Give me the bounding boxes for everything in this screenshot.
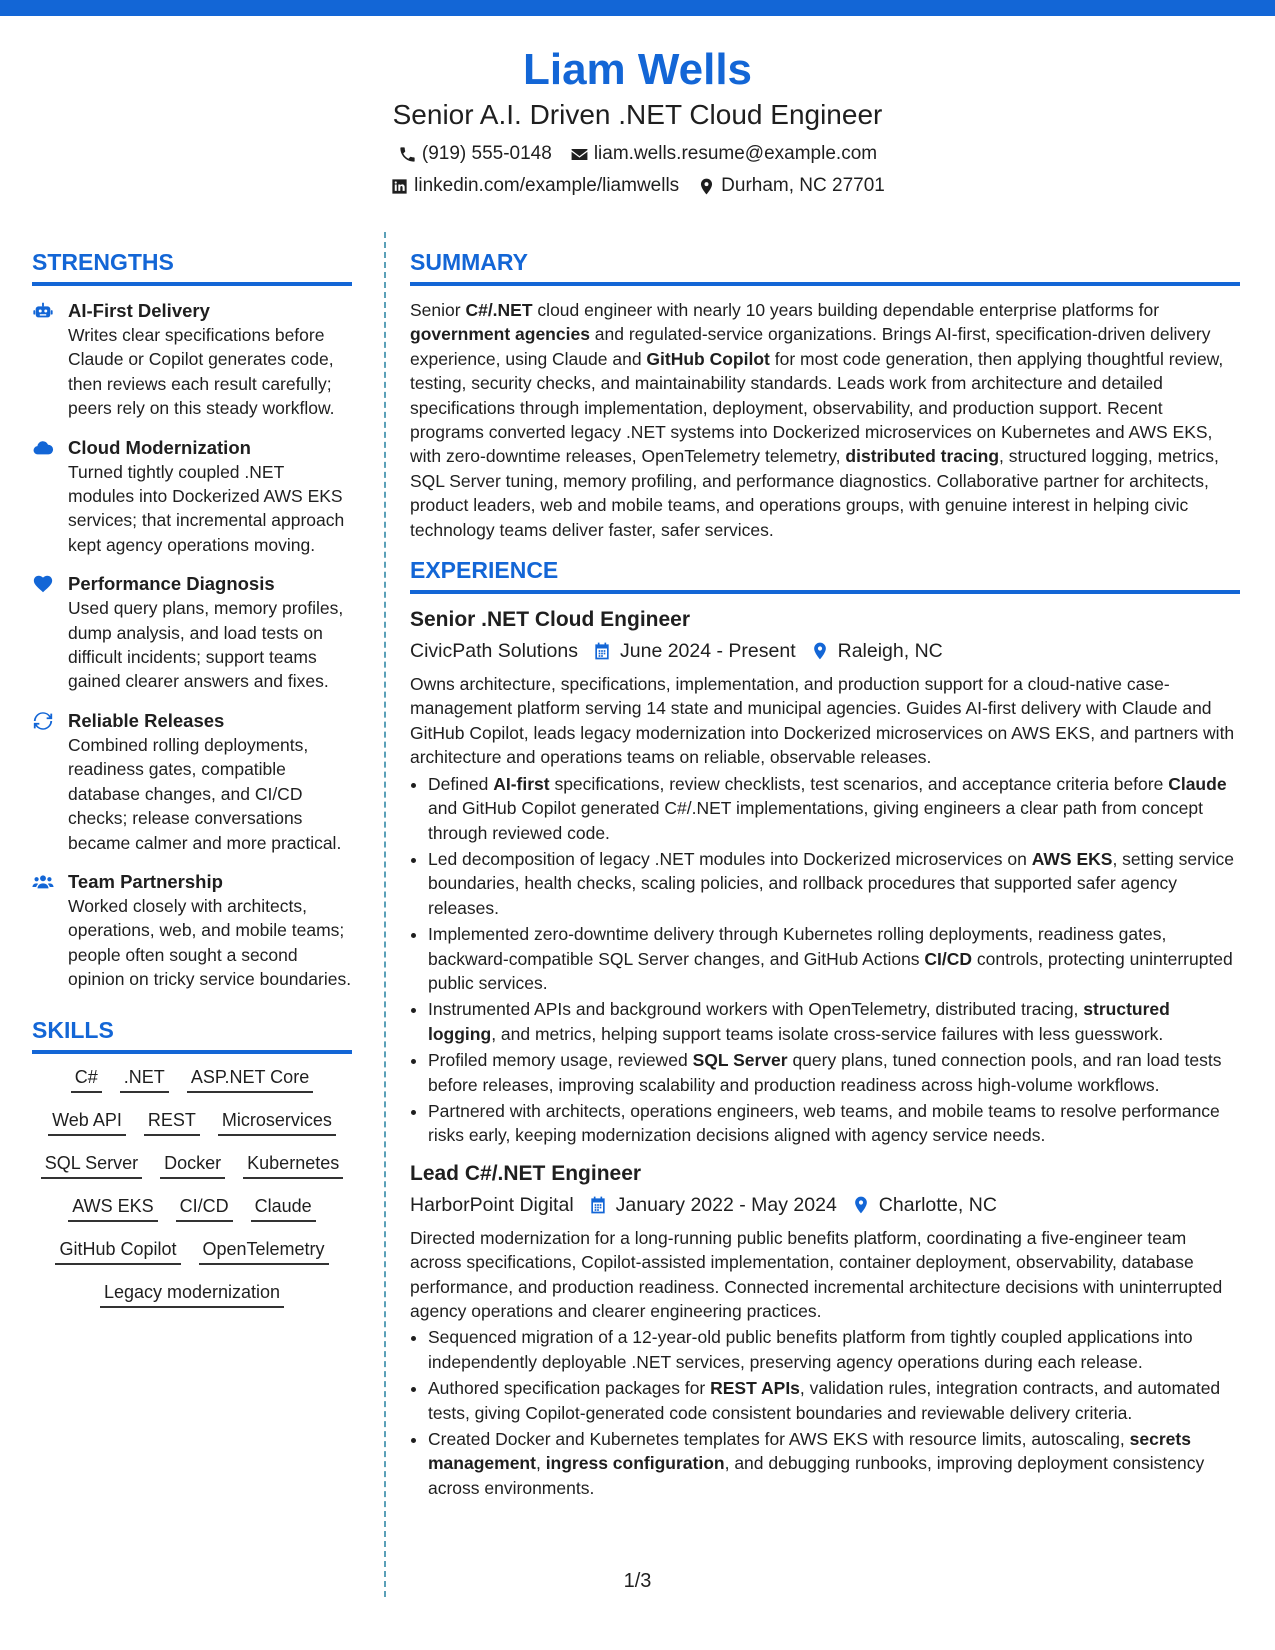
skill-tag: REST [144, 1109, 200, 1136]
email-text[interactable]: liam.wells.resume@example.com [593, 143, 878, 164]
job-bullet [428, 1048, 1240, 1097]
skill-tag: GitHub Copilot [55, 1238, 180, 1265]
strength-title: Team Partnership [68, 870, 223, 892]
experience-heading: EXPERIENCE [410, 556, 1240, 594]
strength-body [68, 869, 352, 992]
skills-heading: SKILLS [32, 1016, 352, 1054]
job-meta [410, 1192, 1240, 1218]
skill-tag: CI/CD [176, 1195, 233, 1222]
text-segment: , structured logging, metrics, SQL Server tuning, memory profiling, and performance diagnostics. Collaborative partner for architects, product leaders, web and mobile teams, and operations groups, with genuine interest in helping civic technology teams deliver faster, safer services. [410, 446, 1219, 540]
linkedin-item[interactable] [390, 174, 679, 198]
left-column [32, 248, 352, 1308]
sync-icon [32, 708, 56, 855]
bold-text: Claude [1168, 773, 1227, 794]
job-description: Directed modernization for a long-running public benefits platform, coordinating a five-engineer team across specifications, Copilot-assisted implementation, container deployment, observability, database performance, and production readiness. Connected incremental architecture decisions with uninterrupted agency operations and clearer engineering practices. [410, 1227, 1223, 1321]
text-segment: Partnered with architects, operations engineers, web teams, and mobile teams to resolve performance risks early, keeping modernization decisions aligned with agency service needs. [428, 1100, 1220, 1146]
bold-text: ingress configuration [545, 1453, 725, 1474]
company-name: CivicPath Solutions [410, 640, 578, 663]
strength-item [32, 869, 352, 992]
contact-row-1 [0, 142, 1275, 166]
strength-title: Reliable Releases [68, 709, 225, 731]
job-entry [410, 606, 1240, 1148]
text-segment: and GitHub Copilot generated C#/.NET implementations, giving engineers a clear path from concept through reviewed code. [428, 798, 1203, 843]
bold-text: SQL Server [692, 1050, 788, 1071]
users-icon [32, 869, 56, 992]
job-description: Owns architecture, specifications, implementation, and production support for a cloud-native case-management platform serving 14 state and municipal agencies. Guides AI-first delivery with Claude and GitHub Copilot, leads legacy modernization into Dockerized microservices on AWS EKS, and partners with architecture and operations teams on reliable, observable releases. [410, 674, 1235, 768]
strength-description: Used query plans, memory profiles, dump analysis, and load tests on difficult incidents; support teams gained clearer answers and fixes. [68, 598, 344, 692]
bold-text: AI-first [493, 773, 550, 794]
strength-description: Turned tightly coupled .NET modules into Dockerized AWS EKS services; that incremental approach kept agency operations moving. [68, 461, 345, 555]
text-segment: Profiled memory usage, reviewed [428, 1050, 693, 1071]
strengths-heading: STRENGTHS [32, 248, 352, 286]
linkedin-text[interactable]: linkedin.com/example/liamwells [414, 175, 680, 196]
job-title: Senior .NET Cloud Engineer [410, 608, 691, 632]
strength-body [68, 708, 352, 855]
column-divider [384, 232, 386, 1597]
text-segment: query plans, tuned connection pools, and ran load tests before releases, improving scalability and production readiness across high-volume workflows. [428, 1050, 1222, 1095]
skills-list [32, 1066, 352, 1308]
job-location: Raleigh, NC [837, 640, 943, 663]
candidate-title: Senior A.I. Driven .NET Cloud Engineer [392, 99, 883, 130]
text-segment: and regulated-service organizations. Brings AI-first, specification-driven delivery experience, using Claude and [410, 324, 1211, 369]
text-segment: , setting service boundaries, health checks, scaling policies, and rollback procedures that supported safer agency releases. [428, 848, 1235, 918]
company-name: HarborPoint Digital [410, 1193, 574, 1216]
skill-tag: C# [71, 1066, 102, 1093]
job-bullet [428, 847, 1240, 920]
job-bullet [428, 1427, 1240, 1500]
bold-text: structured logging [428, 999, 1170, 1044]
bold-text: distributed tracing [845, 446, 1000, 467]
strength-title: AI-First Delivery [68, 300, 210, 321]
cloud-icon [32, 435, 56, 558]
map-pin-icon [697, 177, 716, 196]
strength-description: Combined rolling deployments, readiness gates, compatible database changes, and CI/CD checks; release conversations became calmer and more practical. [68, 734, 342, 853]
text-segment: Authored specification packages for [428, 1378, 711, 1399]
map-pin-icon [851, 1195, 871, 1215]
summary-heading: SUMMARY [410, 248, 1240, 286]
job-bullets [410, 772, 1240, 1148]
text-segment: , and metrics, helping support teams isolate cross-service failures with less guesswork. [491, 1023, 1164, 1044]
job-dates: June 2024 - Present [620, 640, 796, 663]
heart-icon [32, 571, 56, 694]
text-segment: , and debugging runbooks, improving deployment consistency across environments. [428, 1453, 1205, 1498]
strengths-list [32, 298, 352, 992]
strength-item [32, 708, 352, 855]
job-bullet [428, 997, 1240, 1046]
text-segment: specifications, review checklists, test scenarios, and acceptance criteria before [549, 773, 1169, 794]
top-accent-bar [0, 0, 1275, 16]
text-segment: Defined [428, 773, 494, 794]
text-segment: Instrumented APIs and background workers with OpenTelemetry, distributed tracing, [428, 999, 1084, 1020]
contact-row-2 [0, 174, 1275, 198]
text-segment: , [535, 1453, 546, 1474]
text-segment: Senior [410, 300, 466, 320]
experience-list [410, 606, 1240, 1500]
skill-tag: SQL Server [41, 1152, 142, 1179]
text-segment: Created Docker and Kubernetes templates for AWS EKS with resource limits, autoscaling, [428, 1429, 1130, 1450]
linkedin-icon [390, 177, 409, 196]
summary-text [410, 298, 1240, 542]
strength-description: Worked closely with architects, operations, web, and mobile teams; people often sought a second opinion on tricky service boundaries. [68, 895, 352, 990]
map-pin-icon [810, 641, 830, 661]
text-segment: , validation rules, integration contracts, and automated tests, giving Copilot-generated code consistent boundaries and reviewable delivery criteria. [428, 1378, 1221, 1423]
job-meta [410, 638, 1240, 664]
text-segment: Implemented zero-downtime delivery through Kubernetes rolling deployments, readiness gates, backward-compatible SQL Server changes, and GitHub Actions [428, 924, 1167, 969]
calendar-icon [592, 641, 612, 661]
job-dates: January 2022 - May 2024 [615, 1193, 837, 1216]
skill-tag: .NET [120, 1066, 169, 1093]
strength-body [68, 571, 352, 694]
strength-item [32, 571, 352, 694]
bold-text: C#/.NET [465, 300, 533, 320]
job-location: Charlotte, NC [878, 1193, 997, 1216]
strength-description: Writes clear specifications before Claude or Copilot generates code, then reviews each result carefully; peers rely on this steady workflow. [68, 325, 335, 419]
strength-item [32, 435, 352, 558]
text-segment: for most code generation, then applying thoughtful review, testing, security checks, and maintainability standards. Leads work from architecture and detailed specifications through implementation, deployment, observability, and production support. Recent programs converted legacy .NET systems into Dockerized microservices on Kubernetes and AWS EKS, with zero-downtime releases, OpenTelemetry telemetry, [410, 348, 1224, 467]
location-item [697, 174, 885, 198]
skill-tag: Web API [48, 1109, 126, 1136]
right-column [410, 248, 1240, 1512]
email-item[interactable] [570, 142, 877, 166]
phone-text: (919) 555-0148 [421, 143, 552, 164]
skill-tag: OpenTelemetry [199, 1238, 329, 1265]
text-segment: cloud engineer with nearly 10 years building dependable enterprise platforms for [532, 300, 1160, 320]
strength-body [68, 435, 352, 558]
location-text: Durham, NC 27701 [721, 175, 885, 196]
calendar-icon [588, 1195, 608, 1215]
job-bullet [428, 772, 1240, 845]
page-number: 1/3 [623, 1570, 652, 1592]
text-segment: Led decomposition of legacy .NET modules into Dockerized microservices on [428, 848, 1032, 869]
phone-icon [398, 145, 417, 164]
envelope-icon [570, 145, 589, 164]
skill-tag: ASP.NET Core [187, 1066, 313, 1093]
job-bullet [428, 1376, 1240, 1425]
job-bullet [428, 922, 1240, 995]
bold-text: AWS EKS [1031, 848, 1113, 869]
bold-text: GitHub Copilot [646, 348, 770, 369]
resume-header [0, 44, 1275, 198]
text-segment: controls, protecting uninterrupted public services. [428, 948, 1233, 993]
skill-tag: Legacy modernization [100, 1281, 284, 1308]
text-segment: Sequenced migration of a 12-year-old public benefits platform from tightly coupled applications into independently deployable .NET services, preserving agency operations during each release. [428, 1327, 1193, 1372]
bold-text: REST APIs [710, 1378, 800, 1399]
job-bullets [410, 1325, 1240, 1500]
skill-tag: AWS EKS [68, 1195, 157, 1222]
strength-body [68, 298, 352, 421]
strength-title: Performance Diagnosis [68, 573, 275, 595]
bold-text: CI/CD [924, 948, 973, 969]
robot-icon [32, 298, 56, 421]
job-entry [410, 1160, 1240, 1500]
bold-text: government agencies [410, 324, 590, 345]
bold-text: secrets management [428, 1429, 1191, 1474]
job-bullet [428, 1099, 1240, 1148]
strength-title: Cloud Modernization [68, 436, 251, 458]
candidate-name: Liam Wells [522, 45, 753, 94]
job-bullet [428, 1325, 1240, 1374]
skill-tag: Kubernetes [243, 1152, 343, 1179]
skill-tag: Microservices [218, 1109, 336, 1136]
skill-tag: Docker [160, 1152, 225, 1179]
phone-item [398, 142, 552, 166]
strength-item [32, 298, 352, 421]
skill-tag: Claude [251, 1195, 316, 1222]
job-title: Lead C#/.NET Engineer [410, 1161, 642, 1185]
